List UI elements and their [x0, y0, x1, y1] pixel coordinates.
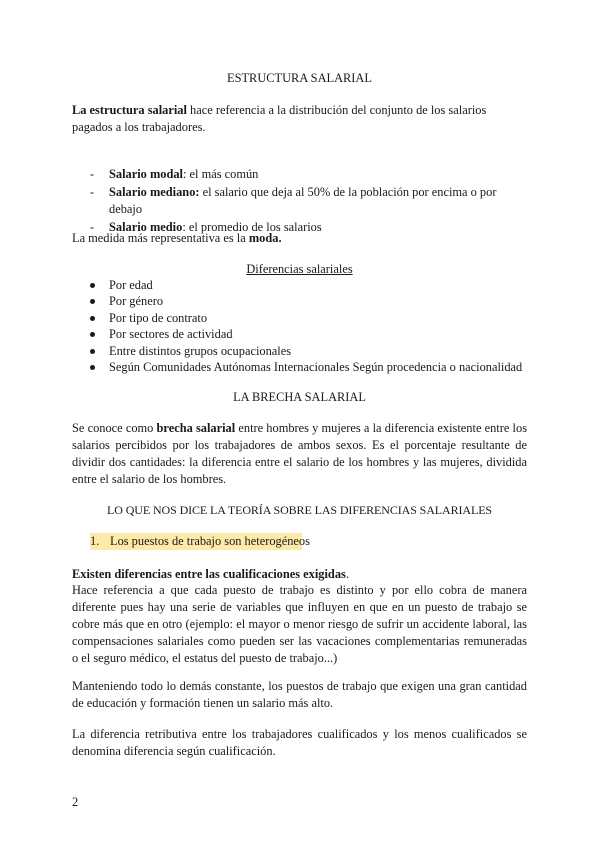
retributive-paragraph: La diferencia retributiva entre los trabajadores cualificados y los menos cualificados se denomina diferencia según cualificación. [72, 727, 527, 758]
gap-bold-term: brecha salarial [156, 421, 236, 435]
measure-term: Salario medio [109, 219, 183, 234]
list-item [89, 326, 529, 342]
list-item [90, 166, 530, 184]
measure-definition: : el promedio de los salarios [182, 219, 322, 234]
differences-heading [72, 261, 527, 278]
bullet-icon [90, 365, 95, 370]
representative-text: La medida más representativa es la [72, 231, 249, 245]
qualifications-heading [72, 566, 527, 583]
list-item [89, 343, 529, 359]
list-item [89, 310, 529, 326]
list-item-text: Entre distintos grupos ocupacionales [109, 343, 292, 358]
dash-marker: - [90, 184, 95, 199]
differences-list [89, 277, 529, 375]
measure-term: Salario modal [109, 167, 184, 181]
page-title: ESTRUCTURA SALARIAL [227, 71, 372, 85]
item-text: Los puestos de trabajo son heterogéneos [110, 534, 310, 548]
bullet-icon [90, 332, 95, 337]
qualifications-heading-bold: Existen diferencias entre las cualificaciones exigidas [72, 567, 346, 581]
list-item-text: Por edad [109, 278, 153, 292]
dash-marker: - [90, 219, 95, 234]
intro-text: hace referencia a la distribución del conjunto de los salarios pagados a los trabajadores. [72, 103, 487, 134]
list-item [89, 293, 529, 309]
differences-heading-text: Diferencias salariales [246, 262, 353, 276]
constant-paragraph: Manteniendo todo lo demás constante, los puestos de trabajo que exigen una gran cantidad de educación y formación tienen un salario más alto. [72, 679, 527, 710]
salary-measures-list [90, 166, 530, 236]
list-item-text: Según Comunidades Autónomas Internacionales Según procedencia o nacionalidad [109, 360, 523, 375]
gap-heading: LA BRECHA SALARIAL [233, 390, 366, 404]
gap-paragraph [72, 420, 527, 488]
representative-paragraph [72, 230, 527, 247]
list-item-text: Por tipo de contrato [109, 310, 208, 325]
representative-bold: moda. [248, 231, 282, 245]
page-number: 2 [72, 795, 79, 809]
gap-text-rest: entre hombres y mujeres a la diferencia existente entre los salarios percibidos por los trabajadores de ambos sexos. Es el porcentaje resultante de dividir dos cantidades: la diferencia entre el salario de los hombres y las mujeres, dividida entre el salario de los hombres. [72, 421, 528, 486]
item-number: 1. [90, 534, 100, 548]
dash-marker: - [90, 167, 95, 181]
bullet-icon [90, 316, 95, 321]
list-item-text: Por género [109, 294, 164, 309]
intro-paragraph [72, 102, 527, 136]
list-item [89, 277, 529, 293]
numbered-item [90, 533, 310, 550]
bullet-icon [90, 299, 95, 304]
bullet-icon [90, 283, 95, 288]
intro-bold-term: La estructura salarial [72, 103, 187, 117]
qualifications-heading-end: . [345, 567, 349, 581]
gap-text-pre: Se conoce como [72, 421, 157, 435]
theory-heading: LO QUE NOS DICE LA TEORÍA SOBRE LAS DIFERENCIAS SALARIALES [107, 503, 492, 517]
bullet-icon [90, 349, 95, 354]
list-item [90, 184, 530, 219]
list-item [89, 359, 529, 375]
measure-term: Salario mediano: [109, 184, 200, 199]
measure-definition: : el más común [183, 167, 259, 181]
qualifications-paragraph: Hace referencia a que cada puesto de trabajo es distinto y por ello cobra de manera diferente pues hay una serie de variables que influyen en que en un puesto de trabajo se cobre más que en otro (ejemplo: el mayor o menor riesgo de sufrir un accidente laboral, las compensaciones salariales como pueden ser las vacaciones complementarias remuneradas o el seguro médico, el estatus del puesto de trabajo...) [72, 583, 527, 665]
measure-definition: el salario que deja al 50% de la población por encima o por debajo [109, 184, 497, 216]
list-item-text: Por sectores de actividad [109, 327, 233, 342]
